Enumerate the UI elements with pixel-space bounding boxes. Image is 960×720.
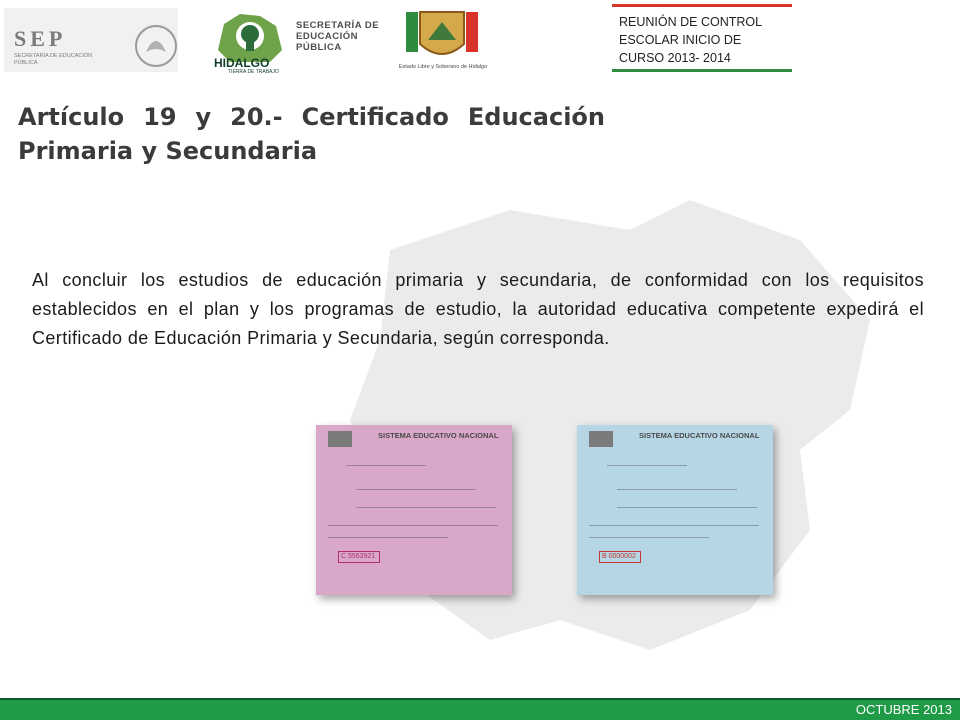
header-logos [0, 0, 600, 80]
secretaria-line-1: SECRETARÍA DE [296, 20, 380, 31]
badge-red-rule [612, 4, 792, 7]
certificate-primaria-image [316, 425, 512, 595]
certificate-rule [617, 507, 757, 508]
meeting-line-3: CURSO 2013- 2014 [619, 51, 731, 65]
certificate-rule [589, 537, 709, 538]
certificate-rule [346, 465, 426, 466]
secretaria-line-2: EDUCACIÓN [296, 31, 359, 42]
certificate-rule [356, 507, 496, 508]
sep-logo [4, 8, 178, 72]
meeting-line-1: REUNIÓN DE CONTROL [619, 15, 763, 29]
certificate-rule [328, 537, 448, 538]
state-coat-of-arms-icon [400, 6, 484, 64]
slide-body: Al concluir los estudios de educación primaria y secundaria, de conformidad con los requisitos establecidos en el plan y los programas de estudio, la autoridad educativa competente expedirá el Certificado de Educación Primaria y Secundaria, según corresponda. [32, 270, 924, 348]
hidalgo-tagline: TIERRA DE TRABAJO [228, 69, 279, 75]
slide-title: Artículo 19 y 20.- Certificado Educación Primaria y Secundaria [18, 103, 605, 165]
certificate-heading: SISTEMA EDUCATIVO NACIONAL [639, 431, 760, 440]
state-seal-caption: Estado Libre y Soberano de Hidalgo [398, 64, 488, 70]
certificate-folio: C 5563921 [338, 551, 380, 563]
certificate-rule [589, 525, 759, 526]
meeting-text [619, 13, 762, 67]
footer-date: OCTUBRE 2013 [855, 702, 952, 717]
certificate-heading: SISTEMA EDUCATIVO NACIONAL [378, 431, 499, 440]
certificate-sep-emblem [328, 431, 352, 447]
certificate-folio: B 0000002 [599, 551, 641, 563]
certificate-sep-emblem [589, 431, 613, 447]
badge-green-rule [612, 69, 792, 72]
certificate-rule [617, 489, 737, 490]
footer-bar [0, 700, 960, 720]
certificate-rule [356, 489, 476, 490]
sep-subtitle: SECRETARÍA DE EDUCACIÓN PÚBLICA [14, 53, 93, 66]
certificate-rule [328, 525, 498, 526]
secretaria-line-3: PÚBLICA [296, 42, 342, 53]
meeting-line-2: ESCOLAR INICIO DE [619, 33, 742, 47]
mexico-seal-icon [134, 22, 178, 70]
meeting-badge [612, 4, 792, 72]
hidalgo-name: HIDALGO [214, 56, 270, 70]
secretaria-name [296, 20, 379, 53]
certificate-paper [577, 425, 773, 595]
certificate-secundaria-image [577, 425, 773, 595]
certificate-paper [316, 425, 512, 595]
sep-acronym: SEP [14, 26, 67, 51]
certificate-rule [607, 465, 687, 466]
